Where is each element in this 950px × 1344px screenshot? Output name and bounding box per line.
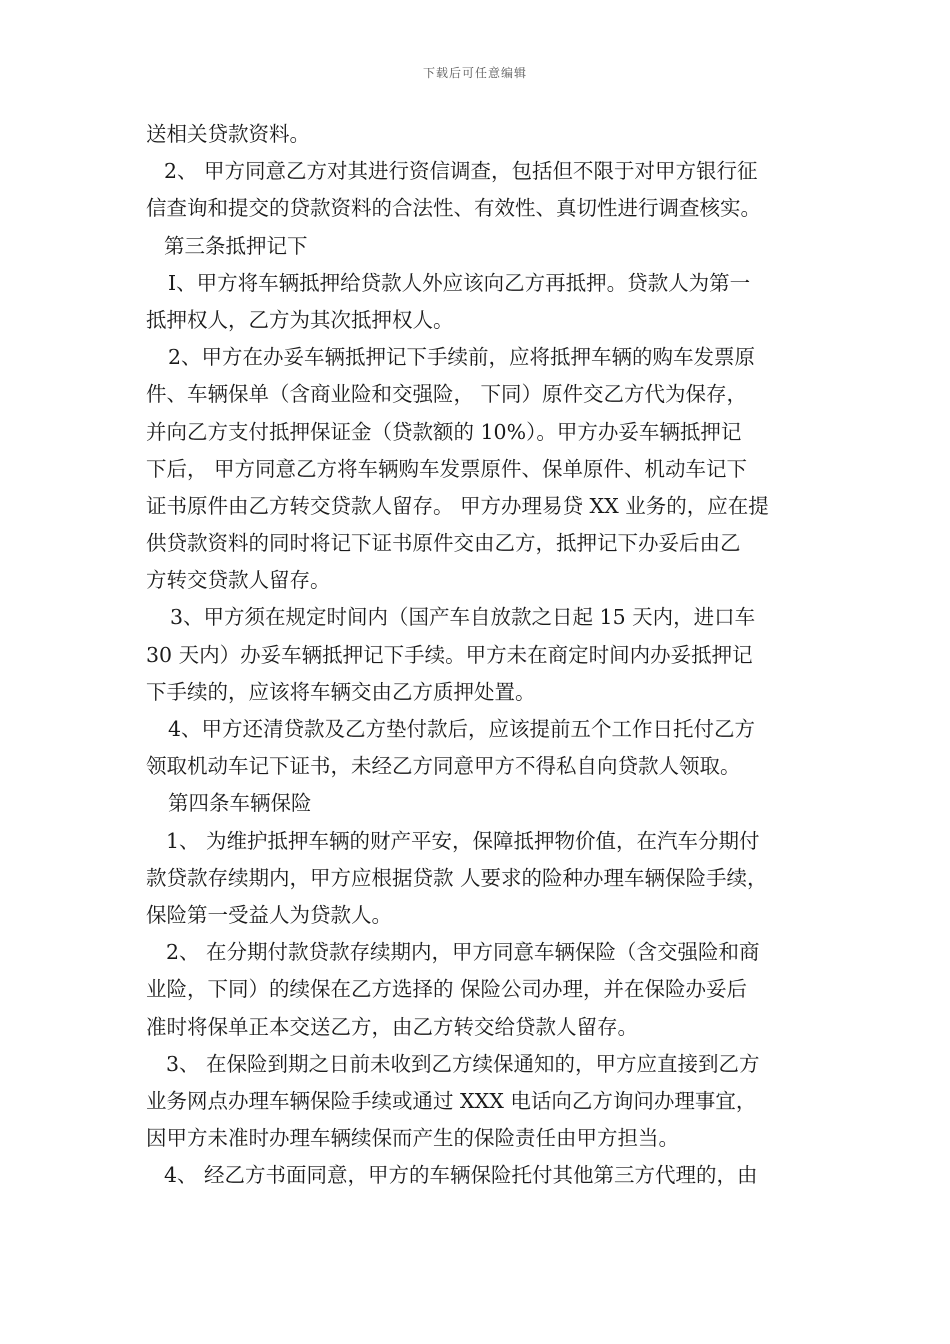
text-line: 信查询和提交的贷款资料的合法性、有效性、真切性进行调查核实。 [146,196,761,221]
text-line: 送相关贷款资料。 [146,122,310,146]
text-line: 2、 甲方同意乙方对其进行资信调查，包括但不限于对甲方银行征 [164,159,758,184]
text-line: 款贷款存续期内，甲方应根据贷款 人要求的险种办理车辆保险手续， [146,865,768,890]
text-line: 2、 在分期付款贷款存续期内，甲方同意车辆保险（含交强险和商 [166,940,760,965]
text-line: 供贷款资料的同时将记下证书原件交由乙方，抵押记下办妥后由乙 [146,531,741,556]
text-line: 3、 在保险到期之日前未收到乙方续保通知的，甲方应直接到乙方 [166,1051,760,1076]
text-line: 并向乙方支付抵押保证金（贷款额的 10%）。甲方办妥车辆抵押记 [146,419,742,444]
document-body [146,116,812,1194]
text-line: 业险，下同）的续保在乙方选择的 保险公司办理，并在保险办妥后 [146,977,748,1002]
text-line: 4、 经乙方书面同意，甲方的车辆保险托付其他第三方代理的，由 [164,1163,758,1188]
text-line: 证书原件由乙方转交贷款人留存。 甲方办理易贷 XX 业务的，应在提 [146,493,769,518]
text-line: 30 天内）办妥车辆抵押记下手续。甲方未在商定时间内办妥抵押记 [146,642,753,667]
text-line: 下手续的，应该将车辆交由乙方质押处置。 [146,679,536,704]
text-line: 保险第一受益人为贷款人。 [146,902,392,927]
text-line: 方转交贷款人留存。 [146,568,331,593]
text-line: 1、 为维护抵押车辆的财产平安，保障抵押物价值，在汽车分期付 [166,828,760,853]
text-line: 件、车辆保单（含商业险和交强险， 下同）原件交乙方代为保存， [146,382,748,407]
text-line: 业务网点办理车辆保险手续或通过 XXX 电话向乙方询问办理事宜， [146,1088,757,1113]
text-line: 领取机动车记下证书，未经乙方同意甲方不得私自向贷款人领取。 [146,754,741,779]
text-line: 2、甲方在办妥车辆抵押记下手续前，应将抵押车辆的购车发票原 [168,345,756,370]
text-line: 下后， 甲方同意乙方将车辆购车发票原件、保单原件、机动车记下 [146,456,748,481]
text-line: 准时将保单正本交送乙方，由乙方转交给贷款人留存。 [146,1014,638,1039]
text-line: I、甲方将车辆抵押给贷款人外应该向乙方再抵押。贷款人为第一 [168,270,751,295]
text-line: 第四条车辆保险 [168,791,312,816]
page-header: 下载后可任意编辑 [422,66,527,80]
text-line: 4、甲方还清贷款及乙方垫付款后，应该提前五个工作日托付乙方 [168,717,756,741]
text-line: 因甲方未准时办理车辆续保而产生的保险责任由甲方担当。 [146,1126,679,1151]
text-line: 抵押权人，乙方为其次抵押权人。 [146,307,454,332]
text-line: 第三条抵押记下 [164,233,308,258]
text-line: 3、甲方须在规定时间内（国产车自放款之日起 15 天内，进口车 [170,605,756,630]
